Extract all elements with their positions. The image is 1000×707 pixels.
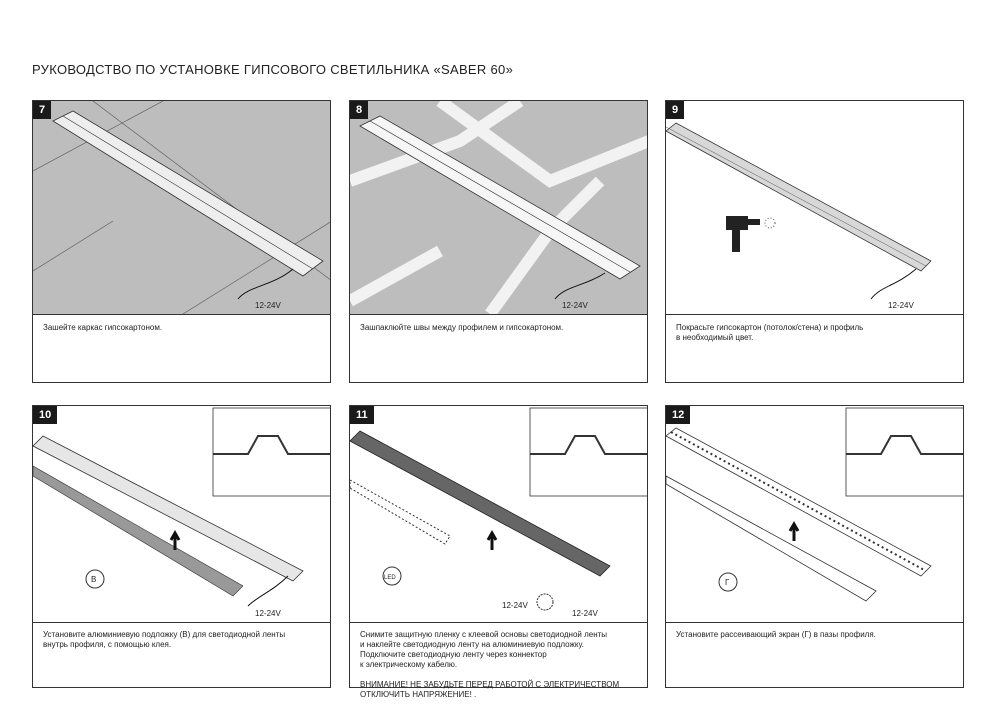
step-number: 7 (33, 101, 51, 119)
step-11-illustration (350, 406, 647, 623)
step-caption: Покрасьте гипсокартон (потолок/стена) и профиль в необходимый цвет. (676, 323, 864, 342)
step-8-illustration (350, 101, 647, 315)
voltage-label: 12-24V (888, 301, 914, 310)
step-10-illustration (33, 406, 330, 623)
step-8-panel (349, 100, 648, 383)
step-7-panel (32, 100, 331, 383)
step-caption: Зашпаклюйте швы между профилем и гипсокартоном. (360, 323, 564, 332)
voltage-label: 12-24V (255, 609, 281, 618)
step-10-panel (32, 405, 331, 688)
step-caption: Зашейте каркас гипсокартоном. (43, 323, 163, 332)
step-caption (360, 630, 637, 700)
voltage-label: 12-24V (502, 601, 528, 610)
voltage-label: 12-24V (572, 609, 598, 618)
step-caption: Установите алюминиевую подложку (В) для светодиодной ленты внутрь профиля, с помощью клея. (43, 630, 286, 649)
step-11-panel (349, 405, 648, 699)
step-12-panel (665, 405, 964, 688)
step-number: 10 (33, 406, 57, 424)
step-12-illustration (666, 406, 963, 623)
step-number: 11 (350, 406, 374, 424)
step-number: 12 (666, 406, 690, 424)
part-label: В (91, 575, 97, 584)
warning-text: ВНИМАНИЕ! НЕ ЗАБУДЬТЕ ПЕРЕД РАБОТОЙ С ЭЛЕКТРИЧЕСТВОМ ОТКЛЮЧИТЬ НАПРЯЖЕНИЕ! . (360, 680, 620, 699)
voltage-label: 12-24V (255, 301, 281, 310)
page-title: РУКОВОДСТВО ПО УСТАНОВКЕ ГИПСОВОГО СВЕТИЛЬНИКА «SABER 60» (32, 62, 514, 77)
step-7-illustration (33, 101, 330, 315)
part-label: Г (725, 578, 730, 587)
step-9-panel (665, 100, 964, 383)
voltage-label: 12-24V (562, 301, 588, 310)
step-9-illustration (666, 101, 963, 315)
spray-gun-icon (726, 216, 775, 252)
caption-text: Снимите защитную пленку с клеевой основы светодиодной ленты и наклейте светодиодную ленту на алюминиевую подложку. Подключите светодиодную ленту через коннектор к электрическому кабелю. (360, 630, 608, 669)
step-caption: Установите рассеивающий экран (Г) в пазы профиля. (676, 630, 876, 639)
step-number: 9 (666, 101, 684, 119)
part-label: LED (384, 575, 396, 581)
step-number: 8 (350, 101, 368, 119)
